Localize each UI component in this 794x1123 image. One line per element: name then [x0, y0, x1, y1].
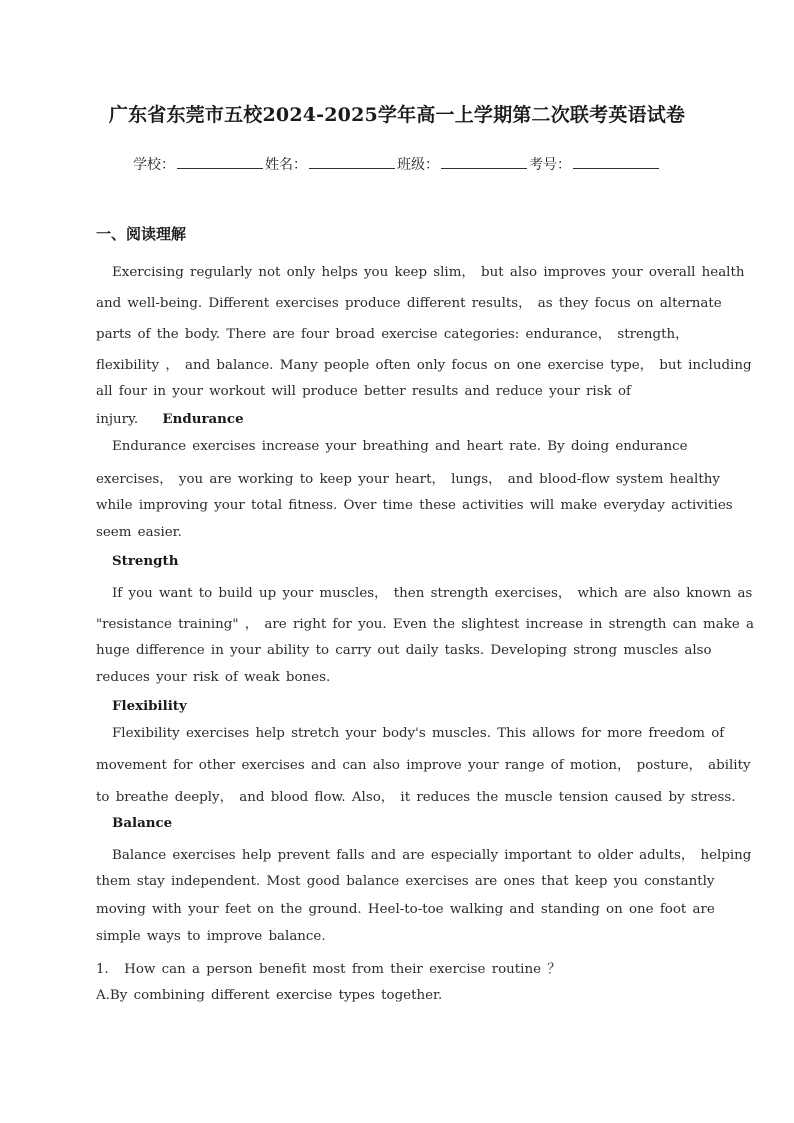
passage-line-end: injury.	[96, 412, 139, 427]
name-label: 姓名：	[265, 157, 307, 173]
passage-line: to breathe deeply， and blood flow. Also， it reduces the muscle tension caused by stress.	[96, 790, 736, 805]
passage-line: parts of the body. There are four broad exercise categories: endurance， strength，	[96, 327, 689, 342]
number-label: 考号：	[529, 157, 571, 173]
passage-line: flexibility ， and balance. Many people often only focus on one exercise type， but including	[96, 358, 752, 373]
passage-line: "resistance training" ， are right for you. Even the slightest increase in strength can make a	[96, 617, 754, 632]
school-label: 学校：	[133, 157, 175, 173]
passage-line: all four in your workout will produce better results and reduce your risk of	[96, 384, 631, 399]
passage-line: while improving your total fitness. Over time these activities will make everyday activities	[96, 498, 733, 513]
section-heading: 一、阅读理解	[96, 225, 187, 243]
passage-line: Exercising regularly not only helps you keep slim， but also improves your overall health	[112, 265, 745, 280]
passage-line: simple ways to improve balance.	[96, 929, 326, 944]
question-1-stem: 1． How can a person benefit most from their exercise routine ？	[96, 962, 561, 977]
class-blank[interactable]	[441, 156, 527, 169]
school-blank[interactable]	[177, 156, 263, 169]
passage-line: Flexibility exercises help stretch your body's muscles. This allows for more freedom of	[112, 726, 725, 741]
passage-line: huge difference in your ability to carry out daily tasks. Developing strong muscles also	[96, 643, 712, 658]
question-1-option-a[interactable]: A.By combining different exercise types together.	[96, 988, 443, 1003]
exam-title: 广东省东莞市五校2024-2025学年高一上学期第二次联考英语试卷	[108, 104, 686, 126]
strength-heading: Strength	[112, 553, 179, 569]
passage-line: reduces your risk of weak bones.	[96, 670, 331, 685]
passage-line: Balance exercises help prevent falls and are especially important to older adults， helping	[112, 848, 752, 863]
endurance-heading: Endurance	[162, 411, 244, 427]
flexibility-heading: Flexibility	[112, 698, 187, 714]
passage-line: exercises， you are working to keep your heart， lungs， and blood-flow system healthy	[96, 472, 720, 487]
number-blank[interactable]	[573, 156, 659, 169]
passage-line: seem easier.	[96, 525, 182, 540]
passage-line	[96, 411, 696, 427]
passage-line: Endurance exercises increase your breathing and heart rate. By doing endurance	[112, 439, 688, 454]
name-blank[interactable]	[309, 156, 395, 169]
student-info-row	[0, 154, 794, 174]
passage-line: movement for other exercises and can also improve your range of motion， posture， ability	[96, 758, 751, 773]
passage-line: and well-being. Different exercises produce different results， as they focus on alternate	[96, 296, 722, 311]
balance-heading: Balance	[112, 815, 173, 831]
passage-line: If you want to build up your muscles， then strength exercises， which are also known as	[112, 586, 753, 601]
passage-line: moving with your feet on the ground. Heel-to-toe walking and standing on one foot are	[96, 902, 715, 917]
passage-line: them stay independent. Most good balance exercises are ones that keep you constantly	[96, 874, 715, 889]
class-label: 班级：	[397, 157, 439, 173]
